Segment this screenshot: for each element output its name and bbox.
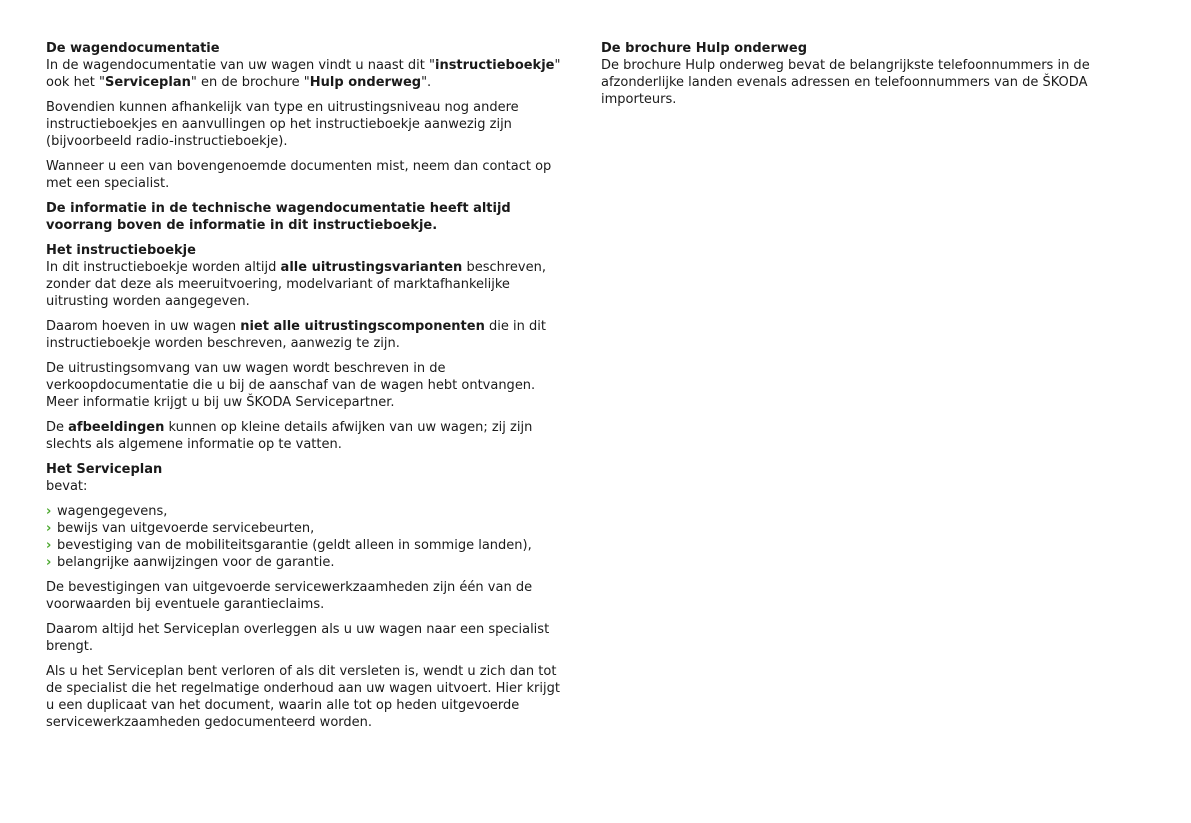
paragraph (46, 419, 571, 453)
paragraph: Daarom altijd het Serviceplan overleggen als u uw wagen naar een specialist brengt. (46, 622, 550, 654)
section-heading: Het Serviceplan (46, 462, 163, 477)
list-item (46, 503, 571, 520)
section-heading: De brochure Hulp onderweg (601, 41, 808, 56)
list-item-text: belangrijke aanwijzingen voor de garantie. (57, 555, 335, 570)
paragraph: Wanneer u een van bovengenoemde documenten mist, neem dan contact op met een specialist. (46, 159, 552, 191)
bold-text: instructieboekje (434, 58, 555, 73)
text: die in dit instructieboekje worden beschreven, aanwezig te zijn. (46, 319, 546, 351)
list-item-text: bevestiging van de mobiliteitsgarantie (geldt alleen in sommige landen), (57, 538, 532, 553)
notice-paragraph: De informatie in de technische wagendocumentatie heeft altijd voorrang boven de informatie in dit instructieboekje. (46, 201, 511, 233)
bold-text: Hulp onderweg (309, 75, 422, 90)
paragraph: De bevestigingen van uitgevoerde servicewerkzaamheden zijn één van de voorwaarden bij eventuele garantieclaims. (46, 580, 533, 612)
chevron-right-icon: › (46, 521, 52, 536)
chevron-right-icon: › (46, 538, 52, 553)
chevron-right-icon: › (46, 504, 52, 519)
paragraph (46, 259, 571, 310)
section-instructieboekje (46, 242, 571, 453)
paragraph (46, 57, 571, 91)
list-item (46, 537, 571, 554)
paragraph: De uitrustingsomvang van uw wagen wordt beschreven in de verkoopdocumentatie die u bij de aanschaf van de wagen hebt ontvangen. Meer informatie krijgt u bij uw ŠKODA Servicepartner. (46, 361, 536, 410)
list-item-text: bewijs van uitgevoerde servicebeurten, (57, 521, 315, 536)
text: beschreven, zonder dat deze als meeruitvoering, modelvariant of marktafhankelijke uitrusting worden aangegeven. (46, 260, 546, 309)
left-column (46, 40, 571, 739)
text: ". (421, 75, 432, 90)
bold-text: Serviceplan (105, 75, 191, 90)
chevron-right-icon: › (46, 555, 52, 570)
bold-text: niet alle uitrustingscomponenten (240, 319, 485, 334)
section-serviceplan (46, 461, 571, 731)
bold-text: alle uitrustingsvarianten (280, 260, 463, 275)
section-heading: De wagendocumentatie (46, 41, 220, 56)
section-hulp-onderweg (601, 40, 1126, 108)
bold-text: afbeeldingen (68, 420, 165, 435)
list-item (46, 520, 571, 537)
text: In de wagendocumentatie van uw wagen vindt u naast dit " (46, 58, 435, 73)
paragraph: Bovendien kunnen afhankelijk van type en uitrustingsniveau nog andere instructieboekjes en aanvullingen op het instructieboekje aanwezig zijn (bijvoorbeeld radio-instructieboekje). (46, 100, 519, 149)
section-wagendocumentatie (46, 40, 571, 234)
section-heading: Het instructieboekje (46, 243, 196, 258)
right-column (601, 40, 1126, 116)
paragraph (46, 318, 571, 352)
text: De (46, 420, 69, 435)
list-item (46, 554, 571, 571)
bullet-list (46, 503, 571, 571)
text: Daarom hoeven in uw wagen (46, 319, 241, 334)
paragraph: Als u het Serviceplan bent verloren of als dit versleten is, wendt u zich dan tot de specialist die het regelmatige onderhoud aan uw wagen uitvoert. Hier krijgt u een duplicaat van het document, waarin alle tot op heden uitgevoerde servicewerkzaamheden gedocumenteerd worden. (46, 664, 560, 730)
text: " en de brochure " (190, 75, 310, 90)
text: kunnen op kleine details afwijken van uw wagen; zij zijn slechts als algemene informatie op te vatten. (46, 420, 533, 452)
paragraph: bevat: (46, 479, 88, 494)
text: In dit instructieboekje worden altijd (46, 260, 281, 275)
list-item-text: wagengegevens, (57, 504, 168, 519)
paragraph: De brochure Hulp onderweg bevat de belangrijkste telefoonnummers in de afzonderlijke landen evenals adressen en telefoonnummers van de ŠKODA importeurs. (601, 58, 1090, 107)
text: " ook het " (46, 58, 561, 90)
